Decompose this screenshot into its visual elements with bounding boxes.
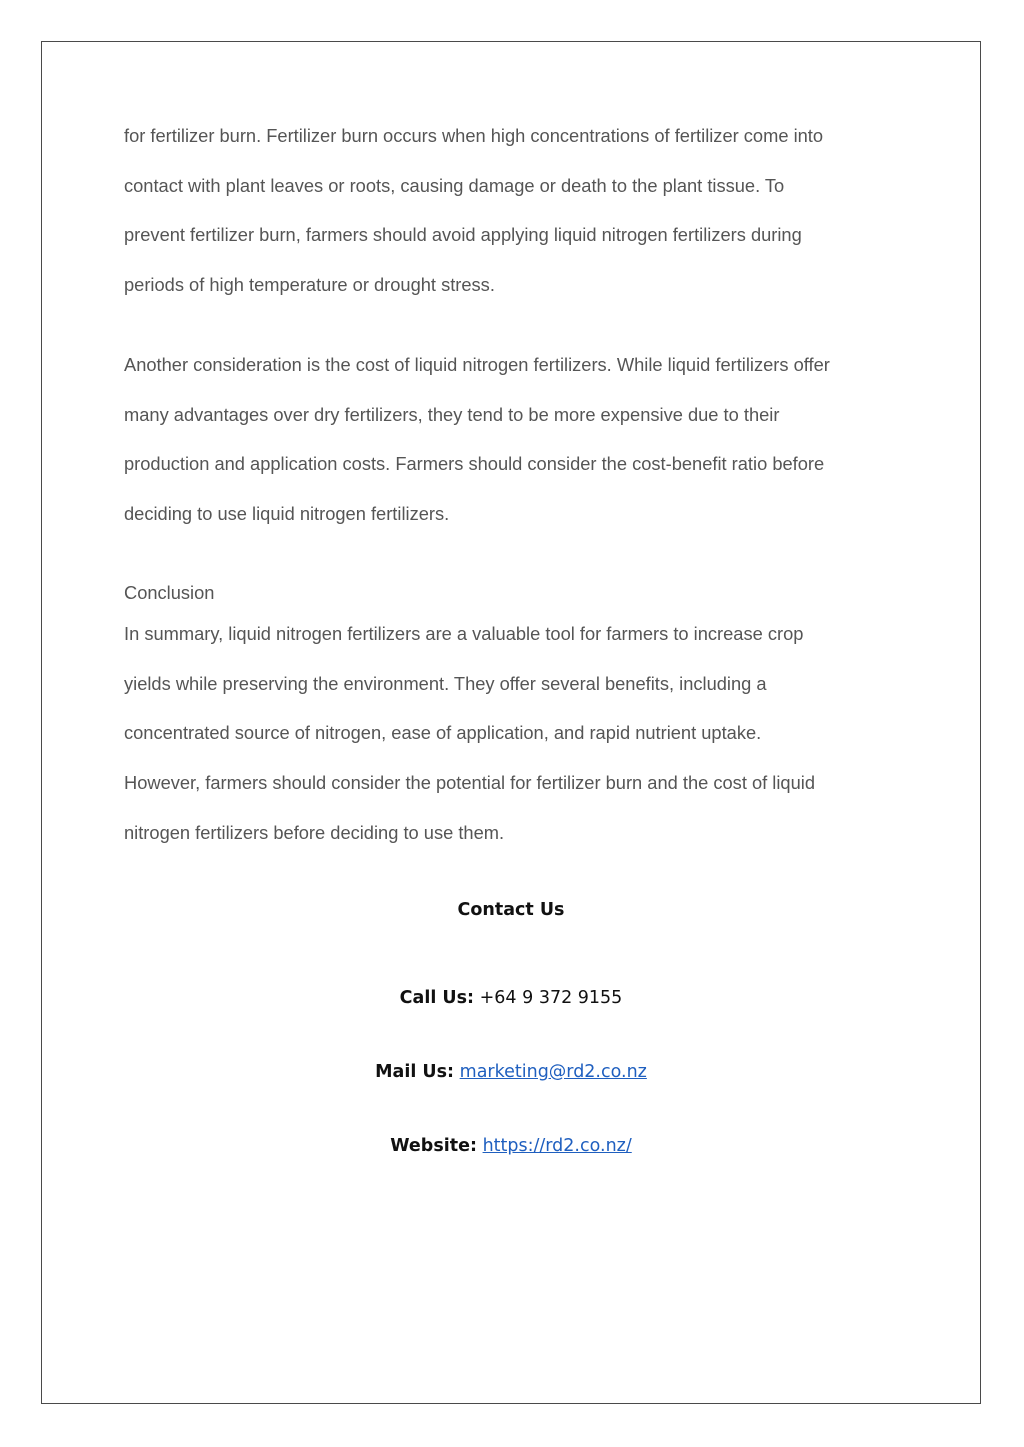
- text-line: Another consideration is the cost of liquid nitrogen fertilizers. While liquid fertilizers offer: [124, 354, 830, 375]
- paragraph-cost: [124, 340, 904, 539]
- text-line: concentrated source of nitrogen, ease of application, and rapid nutrient uptake.: [124, 722, 762, 744]
- website-row: [41, 1136, 981, 1156]
- paragraph-summary: [124, 609, 904, 858]
- call-us-label: Call Us:: [399, 988, 475, 1008]
- text-line: nitrogen fertilizers before deciding to use them.: [124, 821, 505, 843]
- text-line: for fertilizer burn. Fertilizer burn occurs when high concentrations of fertilizer come into: [124, 125, 824, 146]
- mail-us-row: [41, 1062, 981, 1082]
- text-line: many advantages over dry fertilizers, they tend to be more expensive due to their: [124, 403, 780, 425]
- text-line: In summary, liquid nitrogen fertilizers are a valuable tool for farmers to increase crop: [124, 623, 804, 644]
- text-line: However, farmers should consider the potential for fertilizer burn and the cost of liquid: [124, 772, 815, 794]
- text-line: contact with plant leaves or roots, causing damage or death to the plant tissue. To: [124, 174, 785, 196]
- text-line: periods of high temperature or drought stress.: [124, 274, 495, 296]
- conclusion-heading: Conclusion: [124, 582, 215, 603]
- text-line: yields while preserving the environment. They offer several benefits, including a: [124, 672, 767, 694]
- text-line: production and application costs. Farmers should consider the cost-benefit ratio before: [124, 453, 825, 475]
- call-us-row: [41, 988, 981, 1008]
- website-label: Website:: [390, 1136, 477, 1156]
- email-link[interactable]: marketing@rd2.co.nz: [459, 1062, 647, 1082]
- phone-number: +64 9 372 9155: [479, 988, 623, 1008]
- text-line: deciding to use liquid nitrogen fertilizers.: [124, 503, 450, 525]
- paragraph-fertilizer-burn: [124, 111, 904, 310]
- mail-us-label: Mail Us:: [375, 1062, 455, 1082]
- website-link[interactable]: https://rd2.co.nz/: [482, 1136, 632, 1156]
- text-line: prevent fertilizer burn, farmers should avoid applying liquid nitrogen fertilizers during: [124, 224, 802, 246]
- contact-title: Contact Us: [457, 900, 565, 920]
